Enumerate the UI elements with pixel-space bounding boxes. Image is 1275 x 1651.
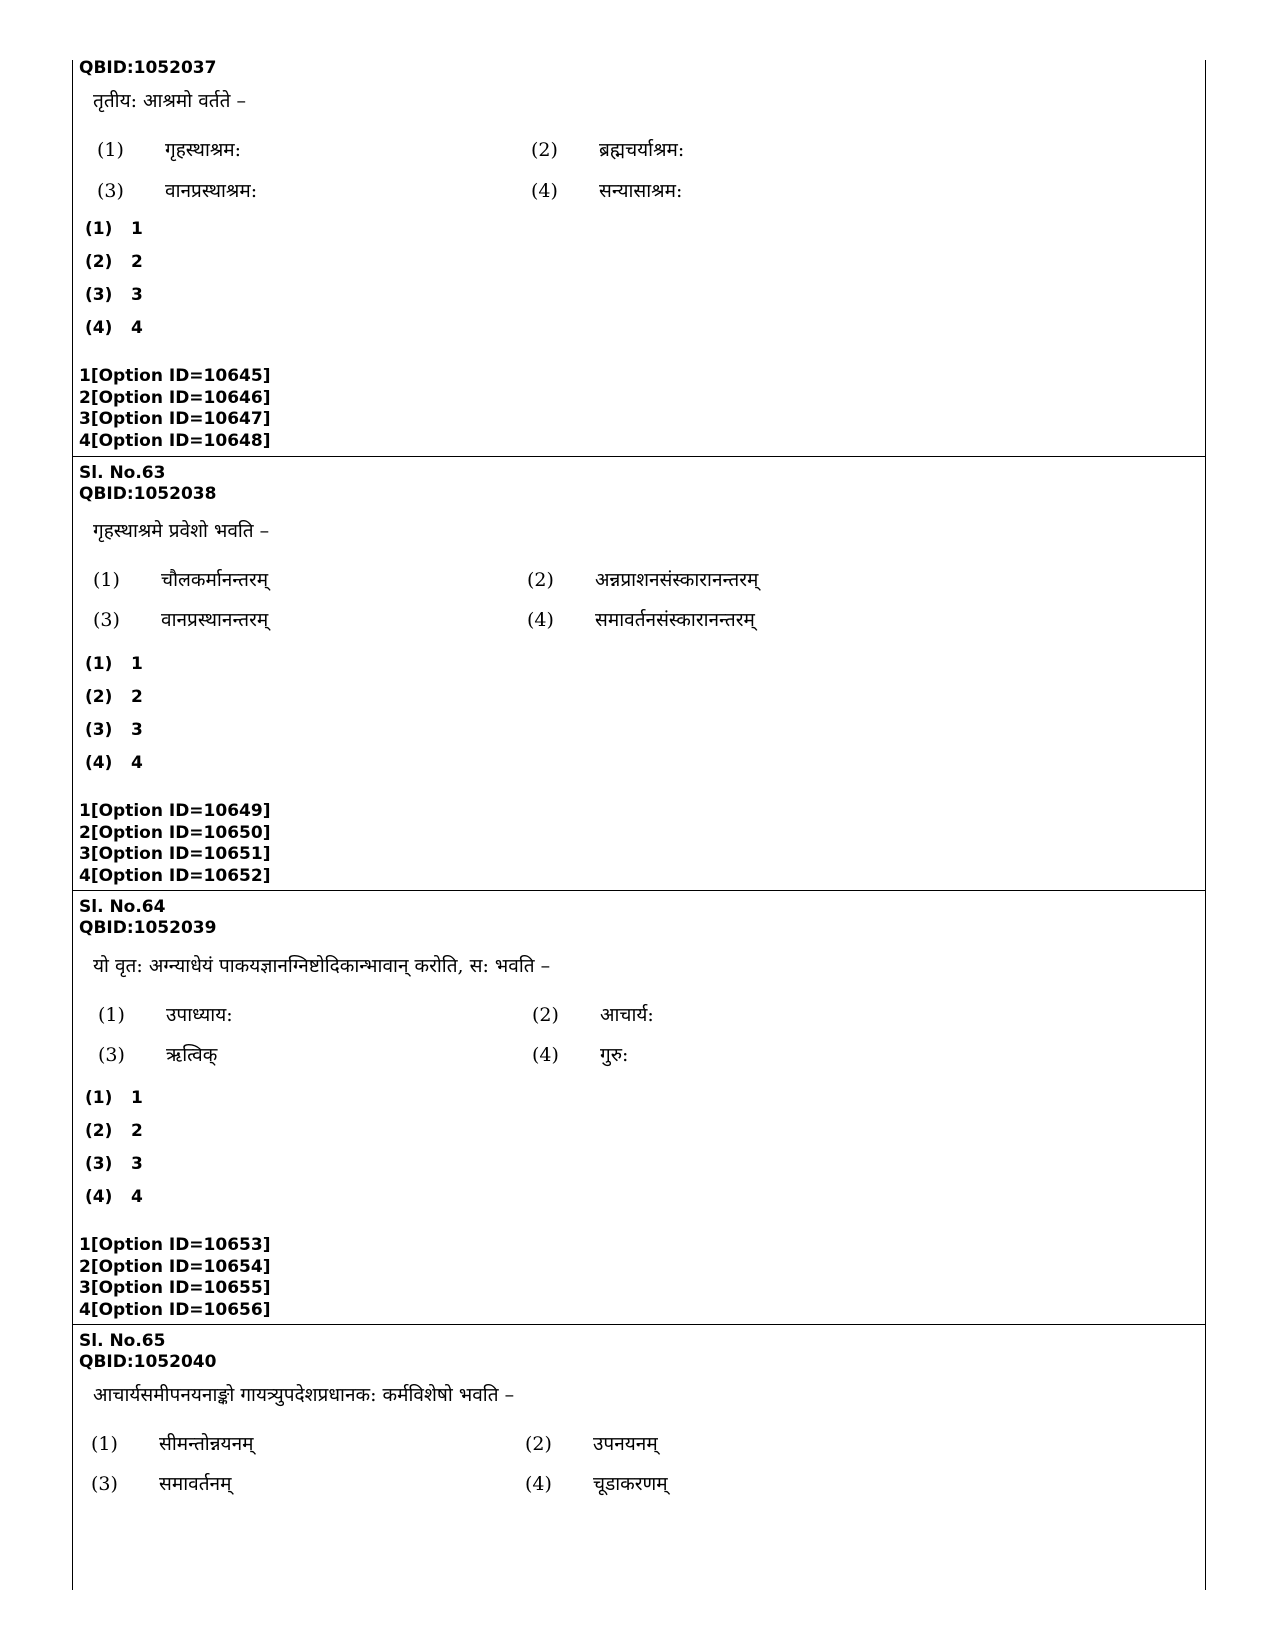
option-2 [525, 1431, 658, 1457]
option-number: (2) [527, 569, 554, 591]
qbid-label: QBID:1052040 [79, 1352, 217, 1372]
option-2 [527, 567, 758, 593]
option-number: (4) [527, 609, 554, 631]
answer-choice [85, 719, 143, 741]
option-number: (1) [91, 1433, 118, 1455]
option-text: वानप्रस्थाश्रम: [165, 180, 258, 202]
answer-choice [85, 653, 143, 675]
question-text: गृहस्थाश्रमे प्रवेशो भवति – [93, 520, 270, 542]
option-id: 1[Option ID=10653] [79, 1235, 271, 1255]
option-text: अन्नप्राशनसंस्कारानन्तरम् [595, 569, 759, 591]
answer-value: 4 [131, 318, 143, 338]
option-1 [98, 1002, 233, 1028]
answer-choice [85, 218, 143, 240]
qbid-label: QBID:1052039 [79, 918, 217, 938]
answer-choice [85, 284, 143, 306]
answer-value: 2 [131, 252, 143, 272]
answer-value: 3 [131, 720, 143, 740]
serial-number: Sl. No.65 [79, 1331, 166, 1351]
question-text: यो वृत: अग्न्याधेयं पाकयज्ञानग्निष्टोदिकान्भावान् करोति, स: भवति – [93, 955, 551, 977]
option-id: 3[Option ID=10651] [79, 844, 271, 865]
answer-number: (4) [85, 318, 113, 338]
answer-choice [85, 686, 143, 708]
answer-number: (3) [85, 285, 113, 305]
option-id-list [79, 1235, 270, 1322]
option-text: ब्रह्मचर्याश्रम: [599, 139, 685, 161]
answer-choice [85, 1120, 143, 1142]
option-3 [98, 1042, 217, 1068]
question-text: तृतीय: आश्रमो वर्तते – [93, 90, 246, 112]
option-number: (3) [91, 1473, 118, 1495]
option-2 [532, 1002, 654, 1028]
option-id: 4[Option ID=10656] [79, 1300, 271, 1321]
question-divider [73, 1324, 1205, 1325]
answer-choice [85, 317, 143, 339]
answer-number: (2) [85, 252, 113, 272]
option-4 [531, 178, 682, 204]
option-number: (3) [93, 609, 120, 631]
answer-value: 1 [131, 219, 143, 239]
option-text: चूडाकरणम् [593, 1473, 668, 1495]
option-number: (2) [525, 1433, 552, 1455]
answer-value: 4 [131, 1187, 143, 1207]
option-3 [97, 178, 257, 204]
answer-value: 1 [131, 654, 143, 674]
option-number: (1) [93, 569, 120, 591]
option-text: आचार्य: [600, 1004, 654, 1026]
answer-number: (4) [85, 753, 113, 773]
answer-choice [85, 1153, 143, 1175]
answer-number: (3) [85, 1154, 113, 1174]
option-text: गुरु: [600, 1044, 629, 1066]
option-id: 3[Option ID=10655] [79, 1278, 271, 1299]
answer-number: (3) [85, 720, 113, 740]
option-1 [91, 1431, 254, 1457]
option-4 [532, 1042, 628, 1068]
option-id: 2[Option ID=10654] [79, 1256, 271, 1277]
answer-value: 3 [131, 285, 143, 305]
option-number: (3) [97, 180, 124, 202]
answer-value: 1 [131, 1088, 143, 1108]
option-id: 2[Option ID=10646] [79, 387, 271, 408]
answer-choice [85, 1186, 143, 1208]
answer-number: (2) [85, 687, 113, 707]
option-number: (1) [97, 139, 124, 161]
answer-choice [85, 752, 143, 774]
option-number: (4) [525, 1473, 552, 1495]
option-text: उपाध्याय: [166, 1004, 233, 1026]
option-text: चौलकर्मानन्तरम् [161, 569, 269, 591]
serial-number: Sl. No.64 [79, 897, 166, 917]
answer-number: (1) [85, 219, 113, 239]
option-1 [93, 567, 268, 593]
option-text: सीमन्तोन्नयनम् [159, 1433, 254, 1455]
question-paper-frame [72, 60, 1206, 1590]
option-text: वानप्रस्थानन्तरम् [161, 609, 269, 631]
answer-choice [85, 251, 143, 273]
option-id: 1[Option ID=10645] [79, 366, 271, 386]
serial-number: Sl. No.63 [79, 463, 166, 483]
option-4 [525, 1471, 668, 1497]
answer-value: 3 [131, 1154, 143, 1174]
option-2 [531, 137, 684, 163]
option-text: सन्यासाश्रम: [599, 180, 683, 202]
answer-value: 2 [131, 687, 143, 707]
option-number: (3) [98, 1044, 125, 1066]
option-3 [93, 607, 268, 633]
answer-number: (1) [85, 1088, 113, 1108]
question-divider [73, 890, 1205, 891]
option-number: (2) [531, 139, 558, 161]
question-divider [73, 456, 1205, 457]
answer-number: (1) [85, 654, 113, 674]
answer-choice [85, 1087, 143, 1109]
qbid-label: QBID:1052037 [79, 58, 217, 78]
option-id: 2[Option ID=10650] [79, 822, 271, 843]
option-1 [97, 137, 241, 163]
answer-value: 2 [131, 1121, 143, 1141]
option-3 [91, 1471, 231, 1497]
option-id: 3[Option ID=10647] [79, 409, 271, 430]
option-text: गृहस्थाश्रम: [165, 139, 242, 161]
option-text: ऋत्विक् [166, 1044, 218, 1066]
option-number: (4) [532, 1044, 559, 1066]
option-id: 4[Option ID=10652] [79, 866, 271, 887]
option-number: (2) [532, 1004, 559, 1026]
answer-number: (2) [85, 1121, 113, 1141]
option-id: 1[Option ID=10649] [79, 801, 271, 821]
question-text: आचार्यसमीपनयनाङ्को गायत्र्युपदेशप्रधानक: कर्मविशेषो भवति – [93, 1384, 515, 1406]
option-number: (1) [98, 1004, 125, 1026]
option-text: समावर्तनम् [159, 1473, 232, 1495]
option-id-list [79, 801, 270, 888]
answer-value: 4 [131, 753, 143, 773]
option-4 [527, 607, 755, 633]
option-id: 4[Option ID=10648] [79, 431, 271, 452]
option-number: (4) [531, 180, 558, 202]
option-text: उपनयनम् [593, 1433, 658, 1455]
answer-number: (4) [85, 1187, 113, 1207]
qbid-label: QBID:1052038 [79, 484, 217, 504]
option-id-list [79, 366, 270, 453]
option-text: समावर्तनसंस्कारानन्तरम् [595, 609, 755, 631]
